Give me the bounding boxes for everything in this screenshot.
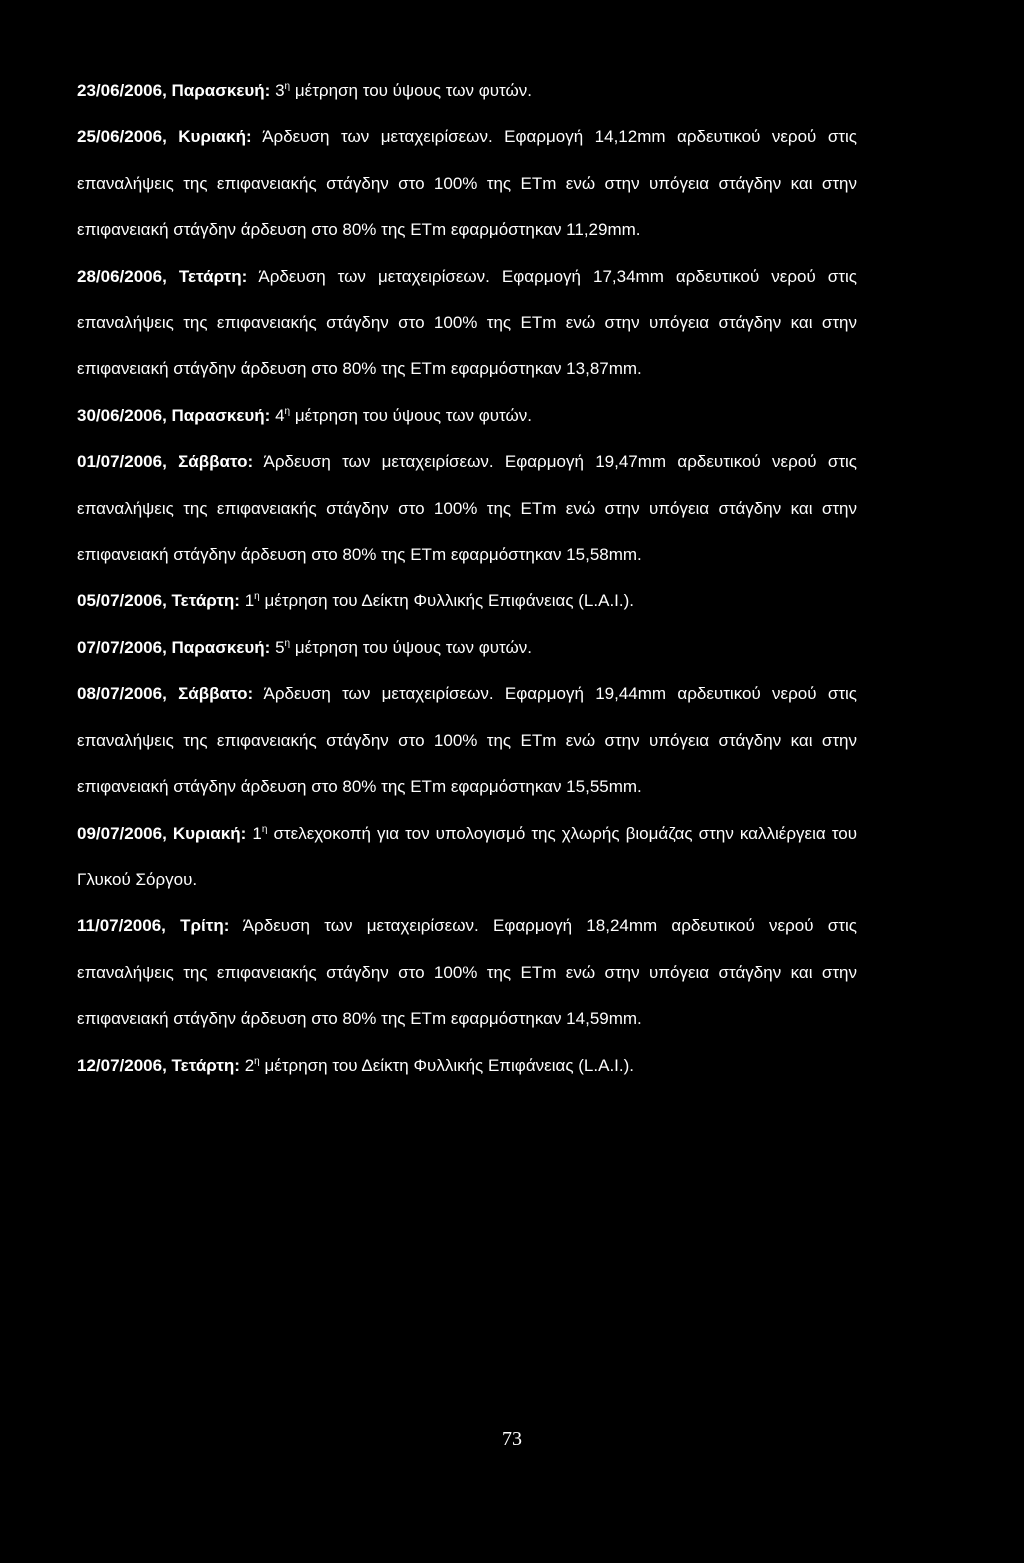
log-entry [77,439,857,578]
log-entry [77,671,857,810]
entry-date: 11/07/2006, Τρίτη: [77,916,230,936]
entry-ordinal: $1^\eta$ [252,823,268,843]
entry-ordinal: $4^\eta$ [275,405,291,425]
document-body [77,68,857,1089]
entry-date: 28/06/2006, Τετάρτη: [77,266,248,286]
entry-ordinal: $3^\eta$ [275,81,291,100]
entry-date: 07/07/2006, Παρασκευή: [77,637,271,657]
entry-date: 09/07/2006, Κυριακή: [77,823,247,843]
entry-text: μέτρηση του ύψους των φυτών. [290,405,533,425]
log-entry [77,578,857,624]
log-entry [77,811,857,904]
log-entry [77,393,857,439]
entry-date: 01/07/2006, Σάββατο: [77,452,254,472]
log-entry [77,254,857,393]
entry-date: 05/07/2006, Τετάρτη: [77,591,240,611]
entry-ordinal: $1^\eta$ [244,591,260,611]
entry-date: 08/07/2006, Σάββατο: [77,684,254,704]
page-number: 73 [502,1428,522,1450]
entry-date: 30/06/2006, Παρασκευή: [77,405,271,425]
entry-ordinal: $5^\eta$ [275,637,291,657]
entry-date: 12/07/2006, Τετάρτη: [77,1055,240,1075]
entry-text: μέτρηση του Δείκτη Φυλλικής Επιφάνειας (L.A.I.). [259,591,634,611]
entry-text: Άρδευση των μεταχειρίσεων. Εφαρμογή 19,47mm αρδευτικού νερού στις επαναλήψεις της επιφανειακής στάγδην στο 100% της ETm ενώ στην υπόγεια στάγδην και στην επιφανειακή στάγδην άρδευση στο 80% της ETm εφαρμόστηκαν 15,58mm. [77,452,857,565]
entry-text: Άρδευση των μεταχειρίσεων. Εφαρμογή 14,12mm αρδευτικού νερού στις επαναλήψεις της επιφανειακής στάγδην στο 100% της ETm ενώ στην υπόγεια στάγδην και στην επιφανειακή στάγδην άρδευση στο 80% της ETm εφαρμόστηκαν 11,29mm. [77,127,857,240]
log-entry [77,114,857,253]
entry-text: μέτρηση του ύψους των φυτών. [290,81,533,100]
entry-text: Άρδευση των μεταχειρίσεων. Εφαρμογή 17,34mm αρδευτικού νερού στις επαναλήψεις της επιφανειακής στάγδην στο 100% της ETm ενώ στην υπόγεια στάγδην και στην επιφανειακή στάγδην άρδευση στο 80% της ETm εφαρμόστηκαν 13,87mm. [77,266,857,379]
entry-text: Άρδευση των μεταχειρίσεων. Εφαρμογή 18,24mm αρδευτικού νερού στις επαναλήψεις της επιφανειακής στάγδην στο 100% της ETm ενώ στην υπόγεια στάγδην και στην επιφανειακή στάγδην άρδευση στο 80% της ETm εφαρμόστηκαν 14,59mm. [77,916,857,1029]
entry-ordinal: $2^\eta$ [244,1055,260,1075]
log-entry [77,625,857,671]
entry-text: στελεχοκοπή για τον υπολογισμό της χλωρής βιομάζας στην καλλιέργεια του Γλυκού Σόργου. [77,823,857,889]
log-entry [77,1043,857,1089]
entry-text: μέτρηση του Δείκτη Φυλλικής Επιφάνειας (L.A.I.). [259,1055,634,1075]
log-entry [77,68,857,114]
entry-date: 25/06/2006, Κυριακή: [77,127,252,147]
entry-date: 23/06/2006, Παρασκευή: [77,81,271,100]
entry-text: Άρδευση των μεταχειρίσεων. Εφαρμογή 19,44mm αρδευτικού νερού στις επαναλήψεις της επιφανειακής στάγδην στο 100% της ETm ενώ στην υπόγεια στάγδην και στην επιφανειακή στάγδην άρδευση στο 80% της ETm εφαρμόστηκαν 15,55mm. [77,684,857,797]
log-entry [77,903,857,1042]
entry-text: μέτρηση του ύψους των φυτών. [290,637,533,657]
